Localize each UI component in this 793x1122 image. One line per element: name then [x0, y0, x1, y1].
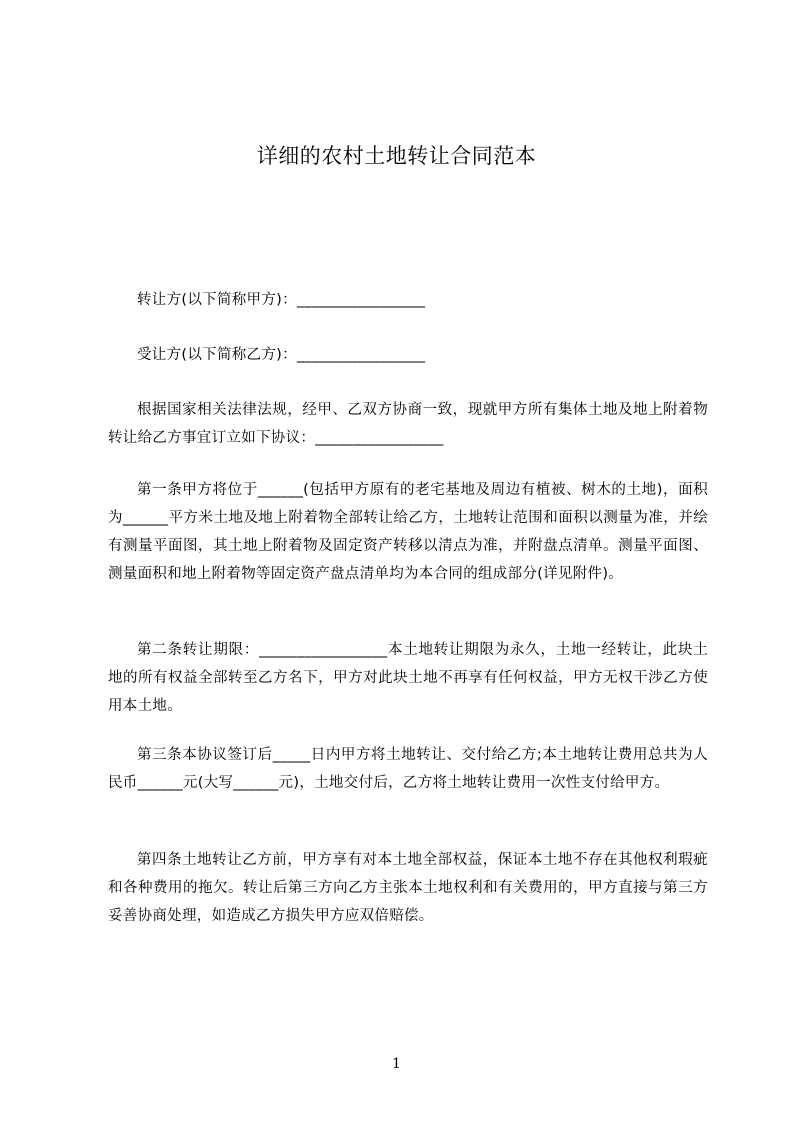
page-number: 1	[392, 1056, 401, 1072]
article-2-paragraph: 第二条转让期限：_________________本土地转让期限为永久，土地一经转让，此块土地的所有权益全部转至乙方名下，甲方对此块土地不再享有任何权益，甲方无权干涉乙方使用本土地。	[108, 642, 708, 714]
transferee-field: 受让方(以下简称乙方)：_________________	[137, 347, 426, 363]
preamble-paragraph: 根据国家相关法律法规，经甲、乙双方协商一致，现就甲方所有集体土地及地上附着物转让给乙方事宜订立如下协议：_________________	[108, 402, 708, 446]
transferor-field: 转让方(以下简称甲方)：_________________	[137, 292, 426, 308]
document-title: 详细的农村土地转让合同范本	[256, 144, 537, 168]
article-4-paragraph: 第四条土地转让乙方前，甲方享有对本土地全部权益，保证本土地不存在其他权利瑕疵和各种费用的拖欠。转让后第三方向乙方主张本土地权利和有关费用的，甲方直接与第三方妥善协商处理，如造成乙方损失甲方应双倍赔偿。	[108, 852, 708, 924]
article-3-paragraph: 第三条本协议签订后_____日内甲方将土地转让、交付给乙方;本土地转让费用总共为人民币______元(大写______元)，土地交付后，乙方将土地转让费用一次性支付给甲方。	[108, 747, 708, 791]
article-1-paragraph: 第一条甲方将位于______(包括甲方原有的老宅基地及周边有植被、树木的土地)，面积为______平方米土地及地上附着物全部转让给乙方，土地转让范围和面积以测量为准，并绘有测量平面图，其土地上附着物及固定资产转移以清点为准，并附盘点清单。测量平面图、测量面积和地上附着物等固定资产盘点清单均为本合同的组成部分(详见附件)。	[108, 482, 708, 582]
